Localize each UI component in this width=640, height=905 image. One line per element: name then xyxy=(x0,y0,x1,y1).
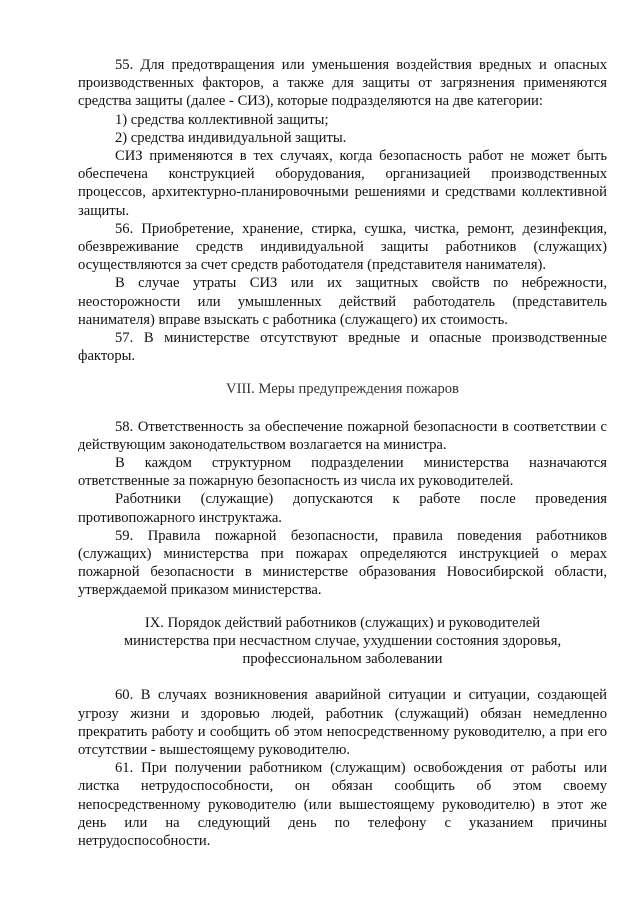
paragraph-siz-usage: СИЗ применяются в тех случаях, когда безопасность работ не может быть обеспечена конструкцией оборудования, организацией производственных процессов, архитектурно-планировочными решениями и средствами коллективной защиты. xyxy=(78,148,607,219)
paragraph-fire-responsible: В каждом структурном подразделении министерства назначаются ответственные за пожарную безопасность из числа их руководителей. xyxy=(78,455,607,490)
paragraph-59: 59. Правила пожарной безопасности, правила поведения работников (служащих) министерства при пожарах определяются инструкцией о мерах пожарной безопасности в министерстве образования Новосибирской области, утверждаемой приказом министерства. xyxy=(78,527,607,599)
paragraph-61: 61. При получении работником (служащим) освобождения от работы или листка нетрудоспособности, он обязан сообщить об этом своему непосредственному руководителю (или вышестоящему руководителю) в этот же день или на следующий день по телефону с указанием причины нетрудоспособности. xyxy=(78,760,607,849)
section-ix-heading-line2: министерства при несчастном случае, ухудшении состояния здоровья, xyxy=(123,632,562,649)
section-viii-heading: VIII. Меры предупреждения пожаров xyxy=(226,381,459,398)
paragraph-fire-briefing: Работники (служащие) допускаются к работе после проведения противопожарного инструктажа. xyxy=(78,491,607,526)
list-item-collective-protection: 1) средства коллективной защиты; xyxy=(115,111,329,128)
paragraph-57: 57. В министерстве отсутствуют вредные и опасные производственные факторы. xyxy=(78,330,607,365)
section-ix-heading-line3: профессиональном заболевании xyxy=(242,651,443,668)
paragraph-siz-loss: В случае утраты СИЗ или их защитных свойств по небрежности, неосторожности или умышленных действий работодатель (представитель нанимателя) вправе взыскать с работника (служащего) их стоимость. xyxy=(78,275,607,328)
paragraph-60: 60. В случаях возникновения аварийной ситуации и ситуации, создающей угрозу жизни и здоровью людей, работник (служащий) обязан немедленно прекратить работу и сообщить об этом непосредственному руководителю, а при его отсутствии - вышестоящему руководителю. xyxy=(78,687,607,758)
section-ix-heading-line1: IX. Порядок действий работников (служащих) и руководителей xyxy=(144,614,541,631)
paragraph-55: 55. Для предотвращения или уменьшения воздействия вредных и опасных производственных факторов, а также для защиты от загрязнения применяются средства защиты (далее - СИЗ), которые подразделяются на две категории: xyxy=(78,57,607,110)
list-item-individual-protection: 2) средства индивидуальной защиты. xyxy=(115,129,347,146)
document-page xyxy=(78,56,607,850)
paragraph-58: 58. Ответственность за обеспечение пожарной безопасности в соответствии с действующим законодательством возлагается на министра. xyxy=(78,418,607,453)
section-ix-heading xyxy=(78,614,607,669)
paragraph-56: 56. Приобретение, хранение, стирка, сушка, чистка, ремонт, дезинфекция, обезвреживание средств индивидуальной защиты работников (служащих) осуществляются за счет средств работодателя (представителя нанимателя). xyxy=(78,220,607,274)
